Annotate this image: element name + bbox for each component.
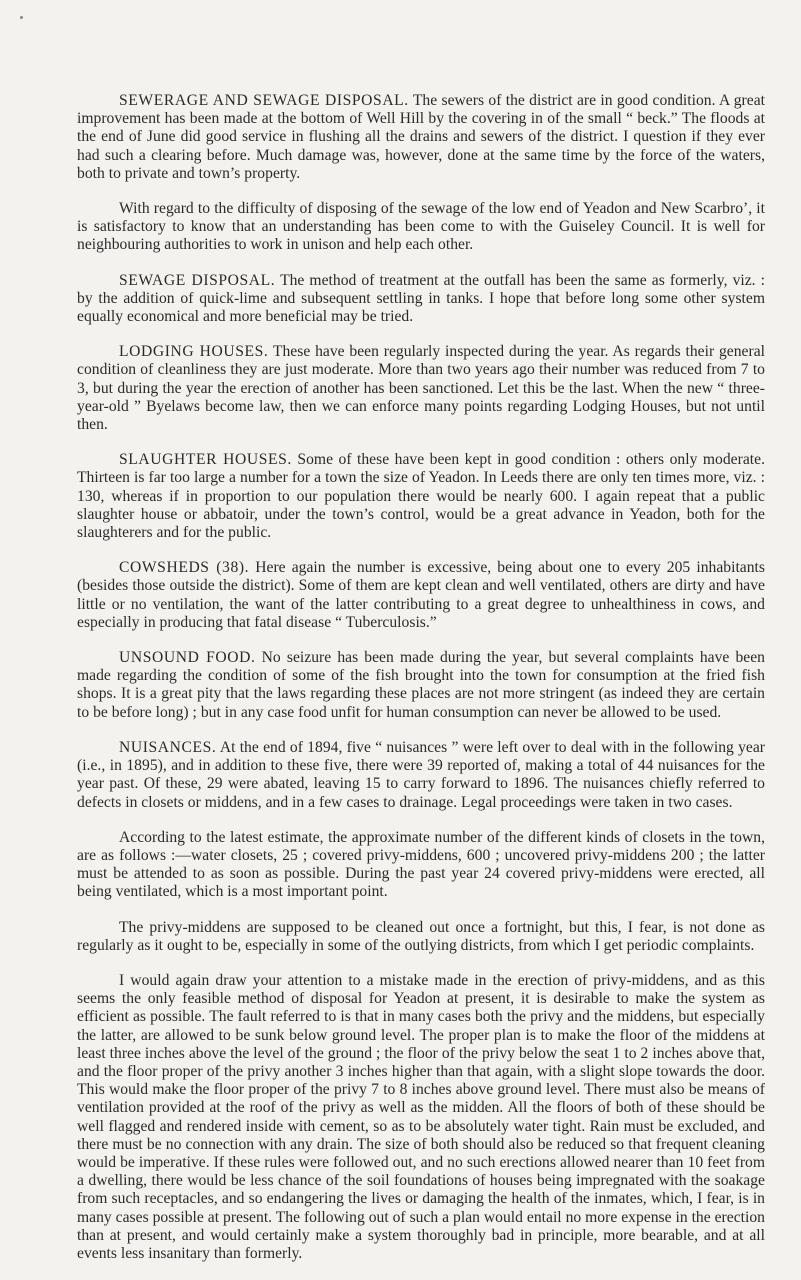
- paragraph-text: The privy-middens are supposed to be cleaned out once a fortnight, but this, I fear, is not done as regularly as it ought to be, especially in some of the outlying districts, from which I get periodic complaints.: [77, 918, 765, 954]
- paragraph-text: According to the latest estimate, the approximate number of the different kinds of closets in the town, are as follows :—water closets, 25 ; covered privy-middens, 600 ; uncovered privy-middens 200 ; the latter must be attended to as soon as possible. During the past year 24 covered privy-middens were erected, all being ventilated, which is a most important point.: [77, 828, 765, 901]
- heading-sewage-disposal: SEWAGE DISPOSAL.: [119, 271, 276, 289]
- paragraph-slaughter-houses: [77, 451, 765, 542]
- paragraph-text: I would again draw your attention to a mistake made in the erection of privy-middens, and as this seems the only feasible method of disposal for Yeadon at present, it is desirable to make the system as efficient as possible. The fault referred to is that in many cases both the privy and the middens, but especially the latter, are allowed to be sunk below ground level. The proper plan is to make the floor of the middens at least three inches above the level of the ground ; the floor of the privy below the seat 1 to 2 inches above that, and the floor proper of the privy another 3 inches higher than that again, with a slight slope towards the door. This would make the floor proper of the privy 7 to 8 inches above ground level. There must also be means of ventilation provided at the roof of the privy as well as the midden. All the floors of both of these should be well flagged and rendered inside with cement, so as to be absolutely water tight. Rain must be excluded, and there must be no connection with any drain. The size of both should also be reduced so that frequent cleaning would be imperative. If these rules were followed out, and no such erections allowed nearer than 10 feet from a dwelling, there would be less chance of the soil foundations of houses being impregnated with the soakage from such receptacles, and so endangering the lives or damaging the health of the inmates, which, I fear, is in many cases possible at present. The following out of such a plan would entail no more expense in the erection than at present, and would certainly make a system thoroughly bad in principle, more bearable, and at all events less insanitary than formerly.: [77, 971, 765, 1262]
- paragraph-text: No seizure has been made during the year, but several complaints have been made regarding the condition of some of the fish brought into the town for consumption at the fried fish shops. It is a great pity that the laws regarding these places are not more stringent (as indeed they are certain to be before long) ; but in any case food unfit for human consumption can never be allowed to be used.: [77, 649, 765, 721]
- document-page: [77, 92, 765, 1280]
- paragraph-text: With regard to the difficulty of disposing of the sewage of the low end of Yeadon and New Scarbro’, it is satisfactory to know that an understanding has been come to with the Guiseley Council. It is well for neighbouring authorities to work in unison and help each other.: [77, 200, 765, 254]
- paragraph-privy-construction: [77, 972, 765, 1263]
- heading-lodging-houses: LODGING HOUSES.: [119, 343, 269, 361]
- heading-nuisances: NUISANCES.: [119, 738, 217, 756]
- paragraph-text: Here again the number is excessive, being about one to every 205 inhabitants (besides those outside the district). Some of them are kept clean and well ventilated, others are dirty and have little or no ventilation, the want of the latter contributing to a great degree to unhealthiness in cows, and especially in producing that fatal disease “ Tuberculosis.”: [77, 559, 765, 631]
- paper-speck: [20, 16, 23, 19]
- heading-slaughter-houses: SLAUGHTER HOUSES.: [119, 451, 292, 469]
- paragraph-text: These have been regularly inspected during the year. As regards their general condition of cleanliness they are just moderate. More than two years ago their number was reduced from 7 to 3, but during the year the erection of another has been sanctioned. Let this be the last. When the new “ three-year-old ” Byelaws become law, then we can enforce many points regarding Lodging Houses, but not until then.: [77, 343, 765, 434]
- heading-unsound-food: UNSOUND FOOD.: [119, 649, 256, 667]
- paragraph-sewage-low-end: [77, 200, 765, 255]
- paragraph-cowsheds: [77, 559, 765, 632]
- paragraph-text: Some of these have been kept in good condition : others only moderate. Thirteen is far too large a number for a town the size of Yeadon. In Leeds there are only ten times more, viz. : 130, whereas if in proportion to our population there would be nearly 600. I again repeat that a public slaughter house or abbatoir, under the town’s control, would be a great advance in Yeadon, both for the slaughterers and for the public.: [77, 451, 765, 542]
- paragraph-privy-cleaning: [77, 919, 765, 955]
- paragraph-sewerage: [77, 92, 765, 183]
- paragraph-text: The sewers of the district are in good condition. A great improvement has been made at the bottom of Well Hill by the covering in of the small “ beck.” The floods at the end of June did good service in flushing all the drains and sewers of the district. I question if they ever had such a clearing before. Much damage was, however, done at the same time by the force of the waters, both to private and town’s property.: [77, 92, 765, 182]
- paragraph-text: At the end of 1894, five “ nuisances ” were left over to deal with in the following year (i.e., in 1895), and in addition to these five, there were 39 reported of, making a total of 44 nuisances for the year past. Of these, 29 were abated, leaving 15 to carry forward to 1896. The nuisances chiefly referred to defects in closets or middens, and in a few cases to drainage. Legal proceedings were taken in two cases.: [77, 738, 765, 811]
- paragraph-nuisances: [77, 739, 765, 812]
- heading-sewerage: SEWERAGE AND SEWAGE DISPOSAL.: [119, 92, 409, 109]
- paragraph-closets-estimate: [77, 829, 765, 902]
- paragraph-lodging-houses: [77, 343, 765, 434]
- heading-cowsheds: COWSHEDS (38).: [119, 559, 250, 577]
- paragraph-text: The method of treatment at the outfall has been the same as formerly, viz. : by the addition of quick-lime and subsequent settling in tanks. I hope that before long some other system equally economical and more beneficial may be tried.: [77, 271, 766, 326]
- paragraph-sewage-disposal: [77, 272, 765, 327]
- paragraph-unsound-food: [77, 649, 765, 722]
